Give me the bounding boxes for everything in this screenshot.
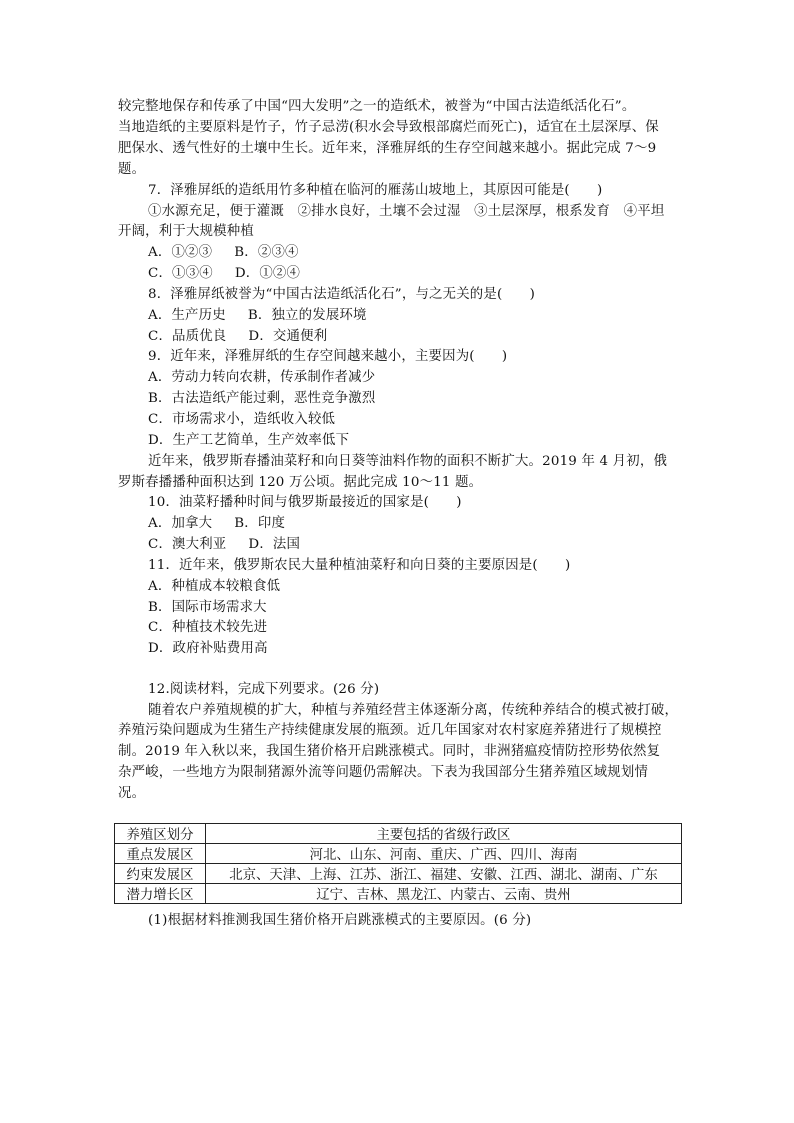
q12-material-line: 况。 bbox=[118, 786, 146, 801]
q8-stem: 8．泽雅屏纸被誉为“中国古法造纸活化石”，与之无关的是( ) bbox=[148, 287, 536, 302]
q12-sub1: (1)根据材料推测我国生猪价格开启跳涨模式的主要原因。(6 分) bbox=[148, 913, 532, 928]
q11-option-a: A．种植成本较粮食低 bbox=[148, 579, 281, 594]
table-row bbox=[115, 864, 682, 884]
table-header-cell: 养殖区划分 bbox=[115, 824, 206, 844]
q9-stem: 9．近年来，泽雅屏纸的生存空间越来越小，主要因为( ) bbox=[148, 349, 508, 364]
q12-material-line: 随着农户养殖规模的扩大，种植与养殖经营主体逐渐分离，传统种养结合的模式被打破， bbox=[148, 703, 679, 718]
table-cell: 重点发展区 bbox=[115, 844, 206, 864]
q10-options-row bbox=[148, 536, 300, 554]
q7-statements-cont: 开阔，利于大规模种植 bbox=[118, 224, 254, 239]
q8-options-row bbox=[148, 328, 327, 346]
passage1-line: 题。 bbox=[118, 162, 146, 177]
q12-stem: 12.阅读材料，完成下列要求。(26 分) bbox=[148, 682, 380, 697]
q11-option-d: D．政府补贴费用高 bbox=[148, 641, 268, 656]
q11-stem: 11．近年来，俄罗斯农民大量种植油菜籽和向日葵的主要原因是( ) bbox=[148, 558, 571, 573]
q7-option-a: A．①②③ bbox=[148, 245, 213, 260]
q7-option-b: B．②③④ bbox=[234, 245, 299, 260]
q7-option-d: D．①②④ bbox=[234, 266, 301, 281]
q12-material-line: 杂严峻，一些地方为限制猪源外流等问题仍需解决。下表为我国部分生猪养殖区域规划情 bbox=[118, 765, 649, 780]
q10-option-d: D．法国 bbox=[248, 537, 301, 552]
q8-option-b: B．独立的发展环境 bbox=[247, 308, 367, 323]
q8-options-row bbox=[148, 307, 367, 325]
q12-material-line: 养殖污染问题成为生猪生产持续健康发展的瓶颈。近几年国家对农村家庭养猪进行了规模控 bbox=[118, 723, 662, 738]
table-row bbox=[115, 844, 682, 864]
q9-option-d: D．生产工艺简单，生产效率低下 bbox=[148, 433, 350, 448]
q9-option-b: B．古法造纸产能过剩，恶性竞争激烈 bbox=[148, 391, 376, 406]
q7-options-row bbox=[148, 244, 299, 262]
table-cell: 潜力增长区 bbox=[115, 884, 206, 904]
passage2-line: 近年来，俄罗斯春播油菜籽和向日葵等油料作物的面积不断扩大。2019 年 4 月初，俄 bbox=[148, 454, 668, 469]
q11-option-c: C．种植技术较先进 bbox=[148, 620, 268, 635]
passage1-line: 当地造纸的主要原料是竹子，竹子忌涝(积水会导致根部腐烂而死亡)，适宜在土层深厚、保 bbox=[118, 120, 659, 135]
table-row bbox=[115, 884, 682, 904]
passage1-line: 肥保水、透气性好的土壤中生长。近年来，泽雅屏纸的生存空间越来越小。据此完成 7～9 bbox=[118, 141, 657, 156]
q7-statements: ①水源充足，便于灌溉 ②排水良好，土壤不会过湿 ③土层深厚，根系发育 ④平坦 bbox=[148, 204, 665, 219]
table-cell: 河北、山东、河南、重庆、广西、四川、海南 bbox=[206, 844, 682, 864]
q7-stem: 7．泽雅屏纸的造纸用竹多种植在临河的雁荡山坡地上，其原因可能是( ) bbox=[148, 183, 603, 198]
q8-option-a: A．生产历史 bbox=[148, 308, 226, 323]
q11-option-b: B．国际市场需求大 bbox=[148, 600, 267, 615]
table-cell: 约束发展区 bbox=[115, 864, 206, 884]
q10-option-a: A．加拿大 bbox=[148, 516, 213, 531]
q7-options-row bbox=[148, 265, 300, 283]
q8-option-d: D．交通便利 bbox=[248, 329, 328, 344]
q9-option-a: A．劳动力转向农耕，传承制作者减少 bbox=[148, 370, 376, 385]
q10-options-row bbox=[148, 515, 285, 533]
q12-material-line: 制。2019 年入秋以来，我国生猪价格开启跳涨模式。同时，非洲猪瘟疫情防控形势依然复 bbox=[118, 744, 661, 759]
q10-option-c: C．澳大利亚 bbox=[148, 537, 227, 552]
q10-option-b: B．印度 bbox=[234, 516, 286, 531]
passage1-line: 较完整地保存和传承了中国“四大发明”之一的造纸术，被誉为“中国古法造纸活化石”。 bbox=[118, 99, 636, 114]
q10-stem: 10．油菜籽播种时间与俄罗斯最接近的国家是( ) bbox=[148, 495, 462, 510]
breeding-region-table bbox=[114, 823, 682, 904]
q8-option-c: C．品质优良 bbox=[148, 329, 227, 344]
table-header-cell: 主要包括的省级行政区 bbox=[206, 824, 682, 844]
table-header-row bbox=[115, 824, 682, 844]
q9-option-c: C．市场需求小，造纸收入较低 bbox=[148, 412, 336, 427]
table-cell: 北京、天津、上海、江苏、浙江、福建、安徽、江西、湖北、湖南、广东 bbox=[206, 864, 682, 884]
table-cell: 辽宁、吉林、黑龙江、内蒙古、云南、贵州 bbox=[206, 884, 682, 904]
q7-option-c: C．①③④ bbox=[148, 266, 213, 281]
passage2-line: 罗斯春播播种面积达到 120 万公顷。据此完成 10～11 题。 bbox=[118, 475, 483, 490]
